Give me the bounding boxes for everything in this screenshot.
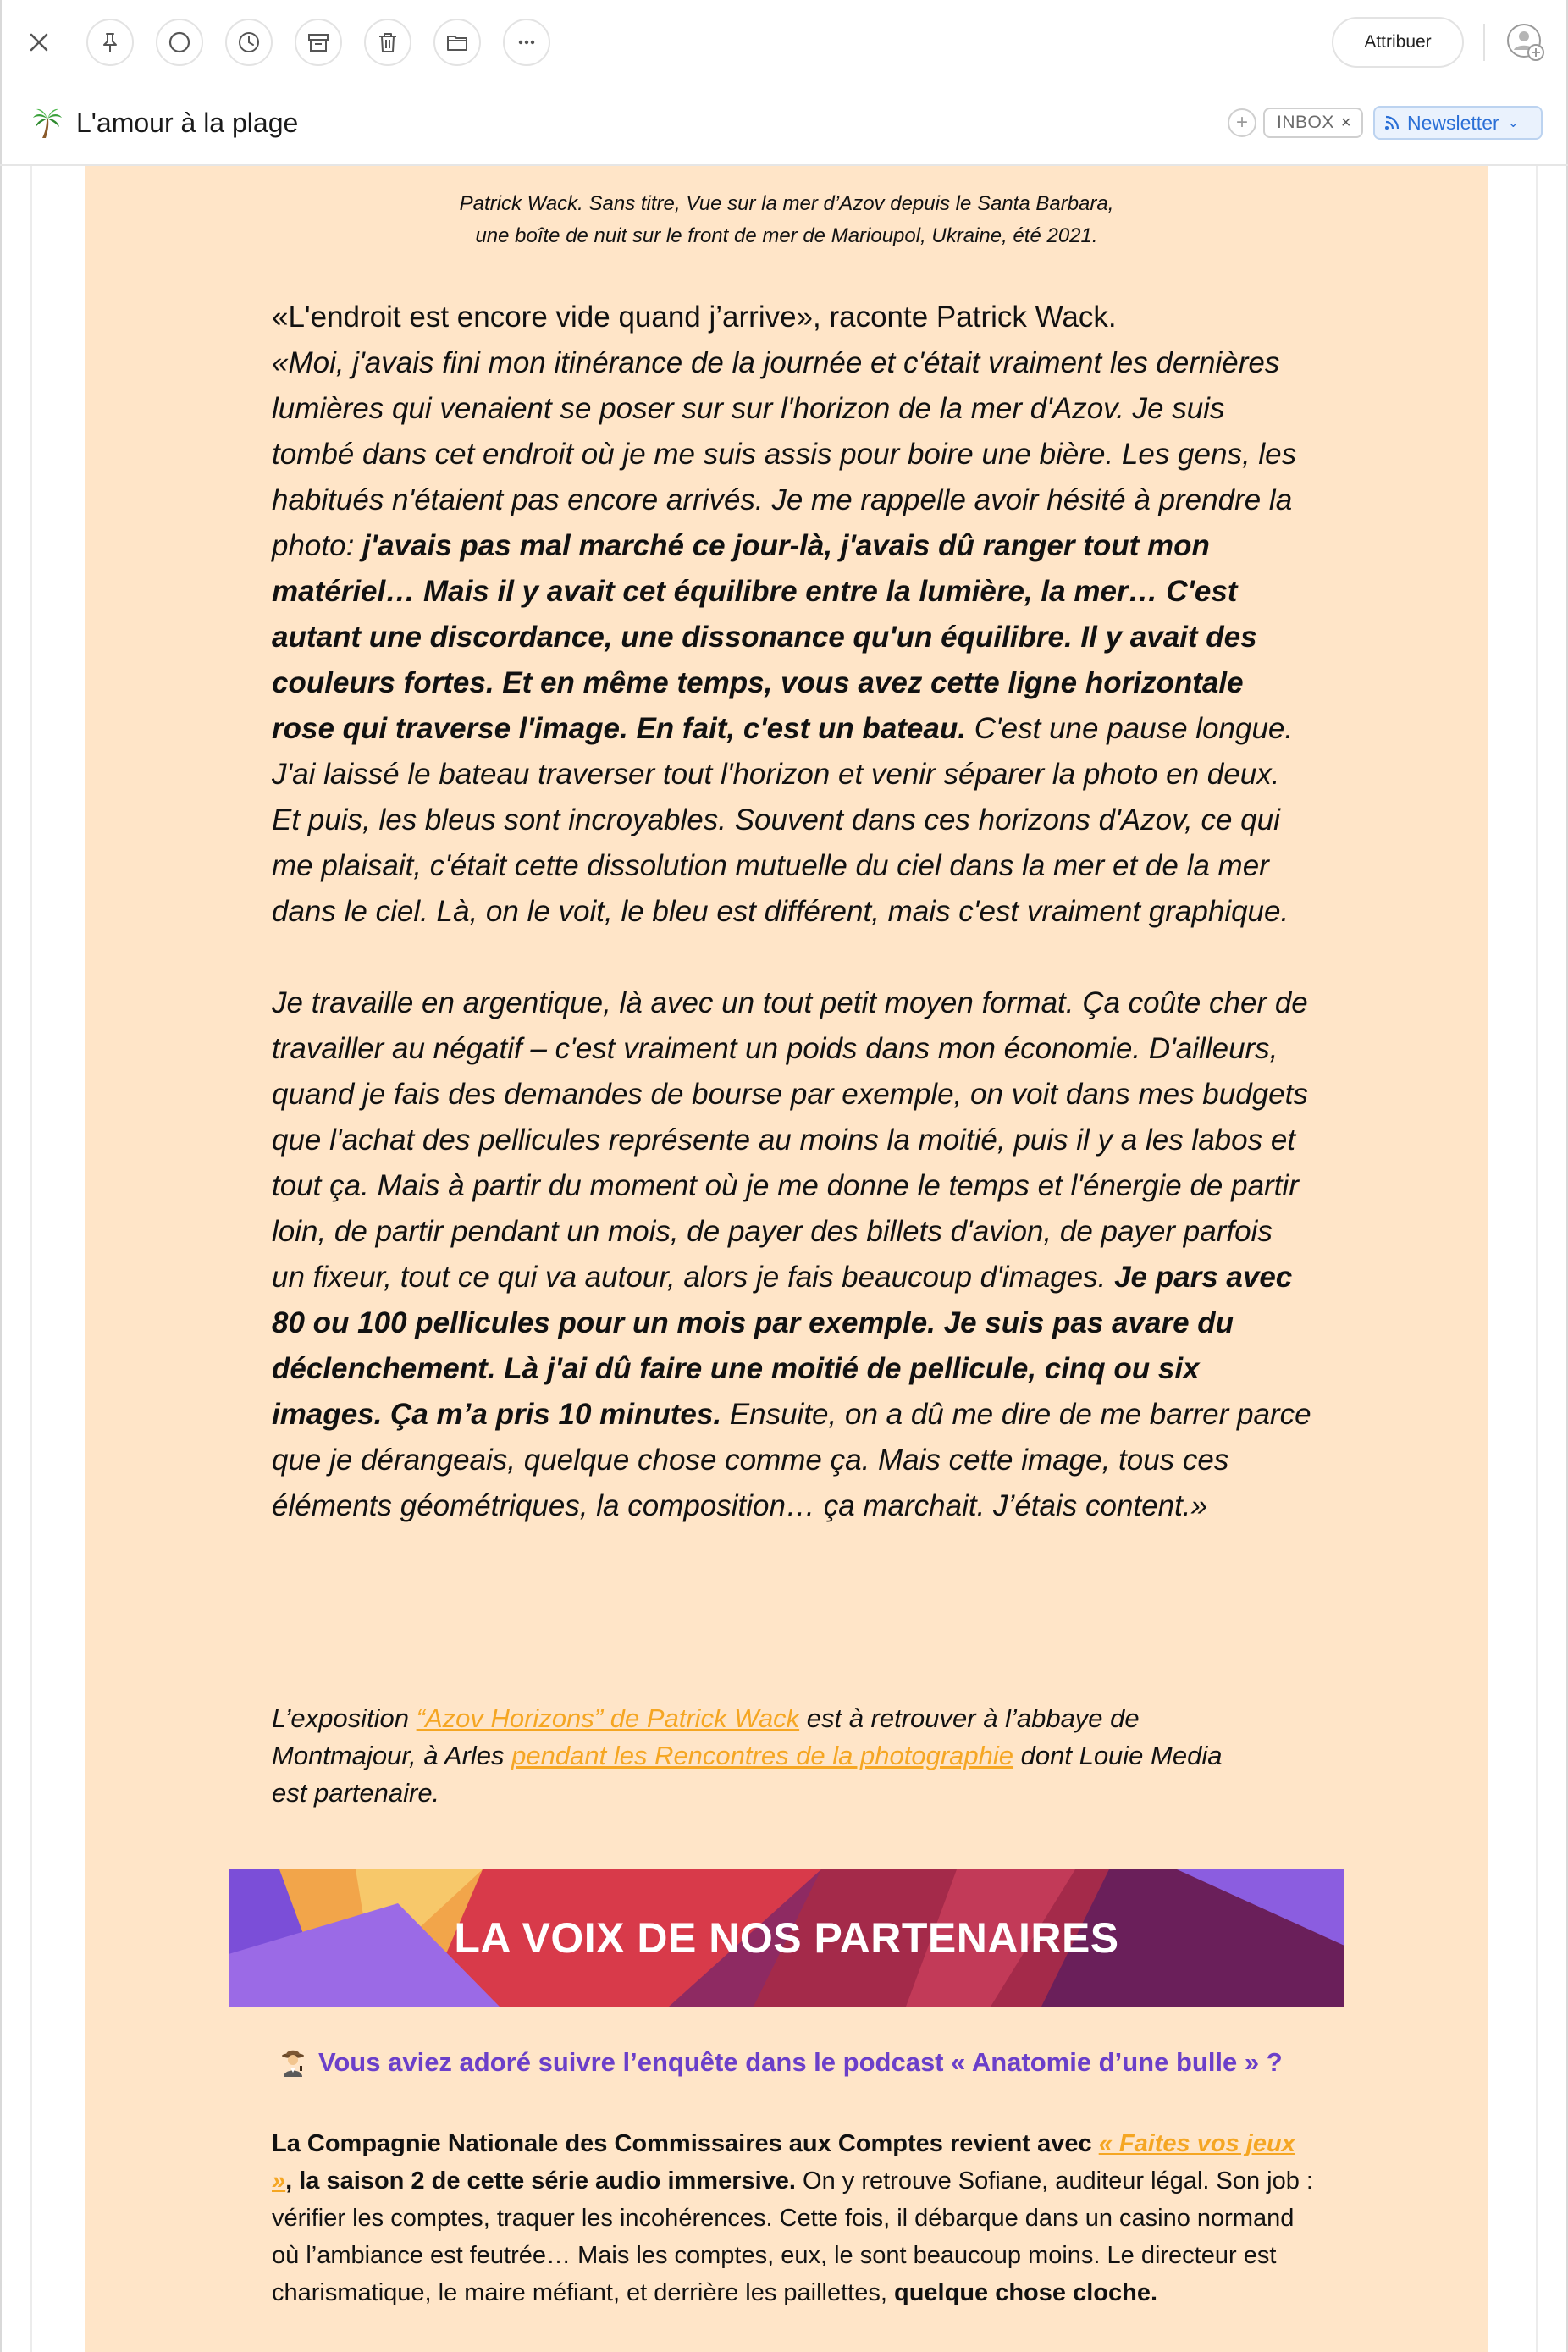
caption-line-1: Patrick Wack. Sans titre, Vue sur la mer d’Azov depuis le Santa Barbara, <box>459 192 1114 215</box>
photo-caption <box>169 188 1404 252</box>
detective-icon <box>276 2046 310 2079</box>
article-body <box>272 295 1313 1529</box>
quote-part-1: «Moi, j'avais fini mon itinérance de la journée et c'était vraiment les dernières lumières qui venaient se poser sur sur l'horizon de la mer d'Azov. Je suis tombé dans cet endroit où je me suis assis pour boire une bière. Les gens, les habitués n'étaient pas encore arrivés. Je me rappelle avoir hésité à prendre la photo: <box>272 346 1297 562</box>
pin-icon <box>98 30 122 54</box>
email-subject <box>30 102 298 144</box>
trash-icon <box>376 30 400 54</box>
subject-title: L'amour à la plage <box>76 107 299 138</box>
remove-tag-icon[interactable]: × <box>1340 113 1352 132</box>
expo-text-3: dont Louie Media est partenaire. <box>272 1741 1223 1808</box>
partner-bold-1: La Compagnie Nationale des Commissaires aux Comptes revient avec <box>272 2130 1099 2157</box>
expo-text-2: est à retrouver à l’abbaye de Montmajour, à Arles <box>272 1703 1140 1770</box>
inbox-tag-label: INBOX <box>1277 113 1334 132</box>
chevron-down-icon: ⌄ <box>1507 116 1520 130</box>
close-button[interactable] <box>19 22 59 63</box>
quote-bold-2: Je pars avec 80 ou 100 pellicules pour un mois par exemple. Je suis pas avare du déclenchement. Là j'ai dû faire une moitié de pellicule, cinq ou six images. Ça m’a pris 10 minutes. <box>272 1261 1293 1431</box>
partner-bold-2: , la saison 2 de cette série audio immersive. <box>285 2167 796 2195</box>
pin-button[interactable] <box>86 19 134 66</box>
folder-icon <box>445 30 469 54</box>
add-user-icon <box>1505 22 1546 63</box>
palm-tree-icon <box>30 106 64 140</box>
rencontres-link[interactable]: pendant les Rencontres de la photographie <box>511 1741 1014 1770</box>
rss-icon <box>1383 114 1400 131</box>
quote-part-4: Ensuite, on a dû me dire de me barrer parce que je dérangeais, quelque chose comme ça. Mais cette image, tous ces éléments géométriques, la composition… ça marchait. J’étais content.» <box>272 1398 1311 1522</box>
circle-icon <box>168 30 191 54</box>
quote-bold-1: j'avais pas mal marché ce jour-là, j'avais dû ranger tout mon matériel… Mais il y avait cet équilibre entre la lumière, la mer… C'est autant une discordance, une dissonance qu'un équilibre. Il y avait des couleurs fortes. Et en même temps, vous avez cette ligne horizontale rose qui traverse l'image. En fait, c'est un bateau. <box>272 529 1257 745</box>
faites-vos-jeux-link[interactable]: « Faites vos jeux » <box>272 2130 1295 2195</box>
quote-part-2: C'est une pause longue. J'ai laissé le bateau traverser tout l'horizon et venir séparer la photo en deux. Et puis, les bleus sont incroyables. Souvent dans ces horizons d'Azov, ce qui me plaisait, c'était cette dissolution mutuelle du ciel dans la mer et de la mer dans le ciel. Là, on le voit, le bleu est différent, mais c'est vraiment graphique. <box>272 712 1294 928</box>
toolbar-divider <box>1483 24 1485 61</box>
partner-bold-3: quelque chose cloche. <box>893 2279 1158 2306</box>
archive-icon <box>306 30 330 54</box>
article-lead: «L'endroit est encore vide quand j’arrive», raconte Patrick Wack. <box>272 301 1117 334</box>
mark-read-button[interactable] <box>156 19 203 66</box>
azov-horizons-link[interactable]: “Azov Horizons” de Patrick Wack <box>416 1703 800 1733</box>
banner-title: LA VOIX DE NOS PARTENAIRES <box>454 1914 1119 1962</box>
partner-heading <box>276 2046 1377 2079</box>
quote-part-3: Je travaille en argentique, là avec un tout petit moyen format. Ça coûte cher de travailler au négatif – c'est vraiment un poids dans mon économie. D'ailleurs, quand je fais des demandes de bourse par exemple, on voit dans mes budgets que l'achat des pellicules représente au moins la moitié, puis il y a les labos et tout ça. Mais à partir du moment où je me donne le temps et l'énergie de partir loin, de partir pendant un mois, de payer des billets d'avion, de payer parfois un fixeur, tout ce qui va autour, alors je fais beaucoup d'images. <box>272 986 1308 1294</box>
move-folder-button[interactable] <box>433 19 481 66</box>
close-icon <box>26 30 52 55</box>
assign-button[interactable]: Attribuer <box>1332 17 1464 68</box>
caption-line-2: une boîte de nuit sur le front de mer de Marioupol, Ukraine, été 2021. <box>475 224 1098 247</box>
newsletter-tag-label: Newsletter <box>1407 111 1499 134</box>
more-icon <box>515 30 538 54</box>
partners-banner <box>229 1869 1344 2007</box>
add-tag-button[interactable]: + <box>1228 108 1256 137</box>
partner-description: On y retrouve Sofiane, auditeur légal. Son job : vérifier les comptes, traquer les incohérences. Cette fois, il débarque dans un casino normand où l’ambiance est feutrée… Mais les comptes, eux, le sont beaucoup moins. Le directeur est charismatique, le maire méfiant, et derrière les paillettes, <box>272 2167 1313 2306</box>
newsletter-tag[interactable] <box>1373 106 1543 140</box>
expo-text-1: L’exposition <box>272 1703 417 1733</box>
partner-question: Vous aviez adoré suivre l’enquête dans le podcast « Anatomie d’une bulle » ? <box>318 2047 1283 2077</box>
assign-user-button[interactable] <box>1505 22 1546 63</box>
partner-text <box>272 2125 1313 2311</box>
inbox-tag[interactable] <box>1263 108 1363 138</box>
toolbar <box>0 0 1568 85</box>
exhibition-note <box>272 1700 1262 1812</box>
delete-button[interactable] <box>364 19 411 66</box>
archive-button[interactable] <box>295 19 342 66</box>
snooze-button[interactable] <box>225 19 273 66</box>
clock-icon <box>237 30 261 54</box>
more-button[interactable] <box>503 19 550 66</box>
